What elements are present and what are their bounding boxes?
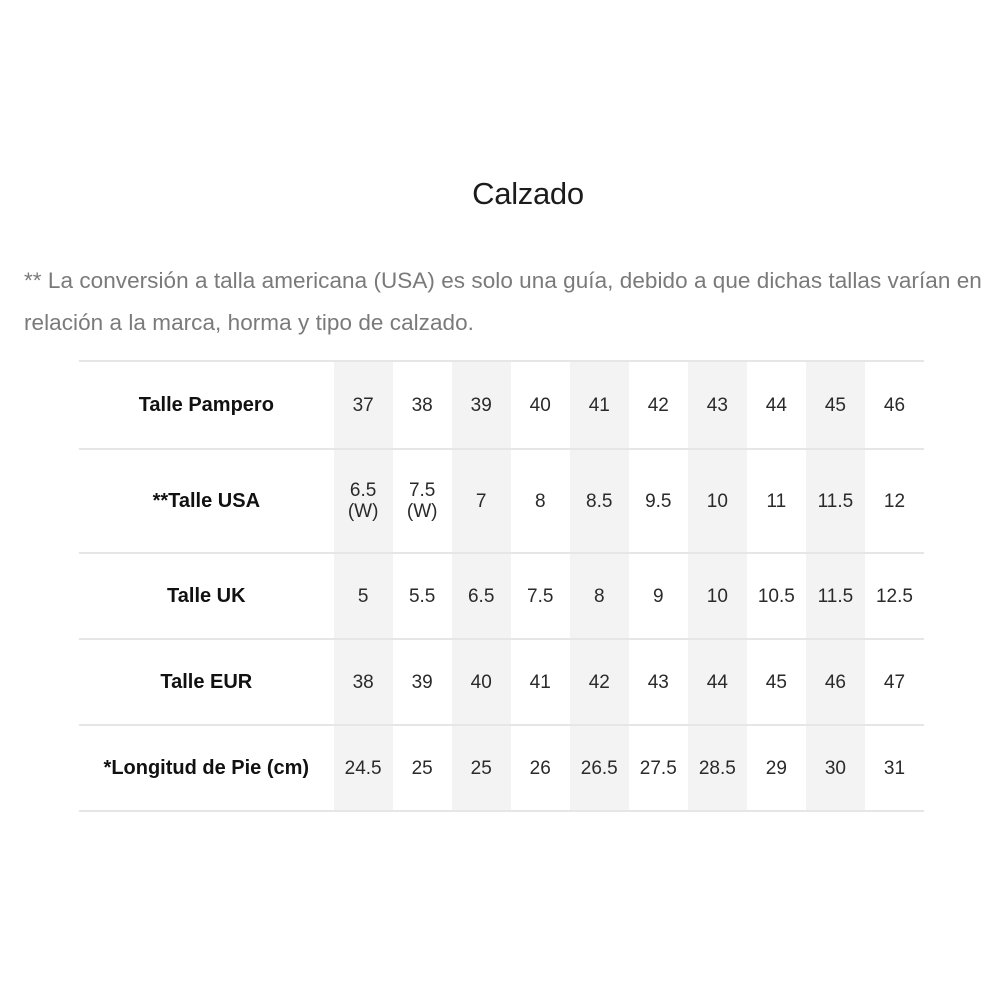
table-row <box>79 449 924 553</box>
table-row <box>79 725 924 811</box>
table-cell: 26.5 <box>570 725 629 811</box>
row-label: Talle UK <box>79 553 334 639</box>
table-cell: 25 <box>452 725 511 811</box>
table-cell <box>334 449 393 553</box>
table-cell: 5 <box>334 553 393 639</box>
row-label: *Longitud de Pie (cm) <box>79 725 334 811</box>
table-cell: 40 <box>511 361 570 449</box>
table-cell-line: 7.5 <box>408 480 436 501</box>
table-cell: 37 <box>334 361 393 449</box>
row-label: **Talle USA <box>79 449 334 553</box>
table-row <box>79 361 924 449</box>
table-cell: 12 <box>865 449 924 553</box>
table-cell <box>393 449 452 553</box>
table-cell: 29 <box>747 725 806 811</box>
table-cell: 46 <box>865 361 924 449</box>
table-cell: 38 <box>393 361 452 449</box>
table-cell: 11.5 <box>806 553 865 639</box>
table-cell: 24.5 <box>334 725 393 811</box>
table-cell: 10 <box>688 553 747 639</box>
table-cell-line: 6.5 <box>349 480 377 501</box>
table-cell: 38 <box>334 639 393 725</box>
table-cell: 28.5 <box>688 725 747 811</box>
table-cell: 27.5 <box>629 725 688 811</box>
table-cell: 43 <box>688 361 747 449</box>
table-cell: 41 <box>511 639 570 725</box>
row-label: Talle EUR <box>79 639 334 725</box>
table-cell: 42 <box>570 639 629 725</box>
table-cell: 25 <box>393 725 452 811</box>
table-cell: 46 <box>806 639 865 725</box>
table-cell: 7 <box>452 449 511 553</box>
table-cell: 8 <box>511 449 570 553</box>
table-cell: 39 <box>393 639 452 725</box>
table-cell: 40 <box>452 639 511 725</box>
table-cell: 45 <box>806 361 865 449</box>
size-chart-table <box>79 360 924 812</box>
table-cell-line: (W) <box>406 501 438 522</box>
table-cell: 8 <box>570 553 629 639</box>
table-cell: 10 <box>688 449 747 553</box>
table-cell: 6.5 <box>452 553 511 639</box>
row-label: Talle Pampero <box>79 361 334 449</box>
table-cell: 9.5 <box>629 449 688 553</box>
table-cell: 47 <box>865 639 924 725</box>
table-cell: 5.5 <box>393 553 452 639</box>
table-cell: 45 <box>747 639 806 725</box>
table-cell: 31 <box>865 725 924 811</box>
table-cell: 30 <box>806 725 865 811</box>
table-cell: 8.5 <box>570 449 629 553</box>
table-cell: 11 <box>747 449 806 553</box>
table-cell-line: (W) <box>347 501 379 522</box>
table-cell: 43 <box>629 639 688 725</box>
table-cell: 7.5 <box>511 553 570 639</box>
table-cell: 44 <box>747 361 806 449</box>
table-cell: 10.5 <box>747 553 806 639</box>
table-cell: 26 <box>511 725 570 811</box>
page-title: Calzado <box>472 176 584 211</box>
table-row <box>79 553 924 639</box>
size-conversion-note: ** La conversión a talla americana (USA) es solo una guía, debido a que dichas tallas varían en relación a la marca, horma y tipo de calzado. <box>24 268 982 335</box>
table-cell: 12.5 <box>865 553 924 639</box>
table-row <box>79 639 924 725</box>
table-cell: 42 <box>629 361 688 449</box>
table-cell: 11.5 <box>806 449 865 553</box>
table-cell: 41 <box>570 361 629 449</box>
table-cell: 39 <box>452 361 511 449</box>
table-cell: 9 <box>629 553 688 639</box>
table-cell: 44 <box>688 639 747 725</box>
